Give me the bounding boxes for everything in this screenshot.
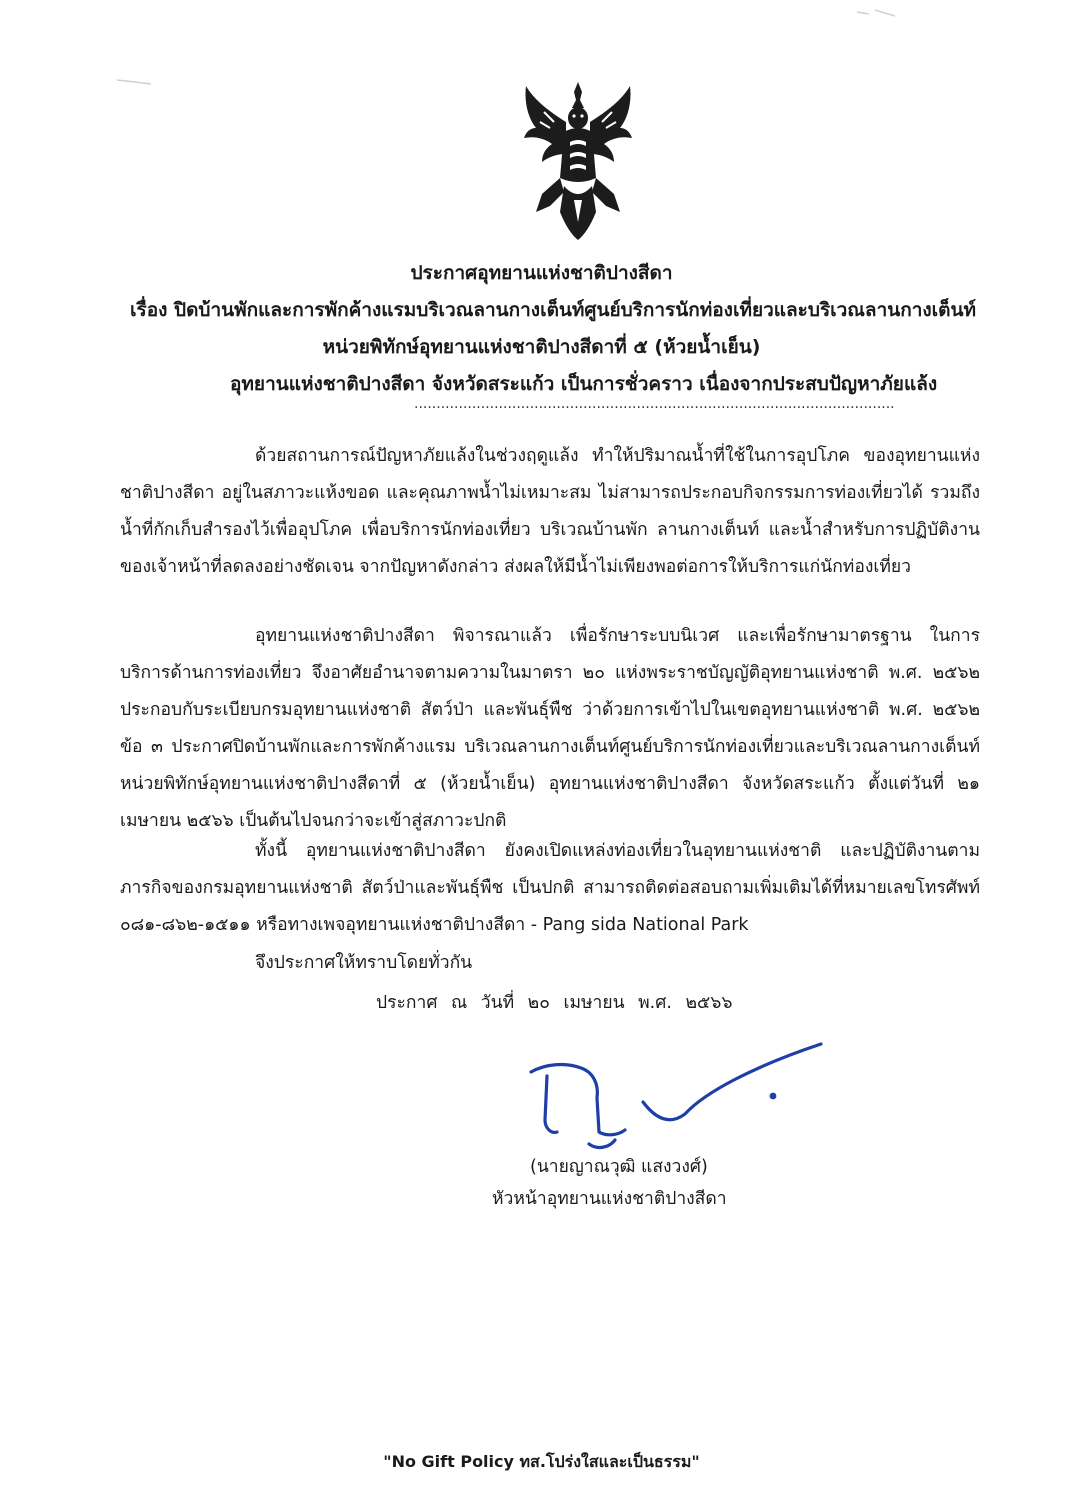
- announcement-title: ประกาศอุทยานแห่งชาติปางสีดา: [410, 262, 673, 284]
- announcement-date: ประกาศ ณ วันที่ ๒๐ เมษายน พ.ศ. ๒๕๖๖: [376, 993, 733, 1013]
- subject-line-3: อุทยานแห่งชาติปางสีดา จังหวัดสระแก้ว เป็นการชั่วคราว เนื่องจากประสบปัญหาภัยแล้ง: [230, 373, 938, 395]
- scan-mark-top-right: [855, 6, 905, 20]
- paragraph-2-text: อุทยานแห่งชาติปางสีดา พิจารณาแล้ว เพื่อรักษาระบบนิเวศ และเพื่อรักษามาตรฐาน ในการบริการด้านการท่องเที่ยว จึงอาศัยอำนาจตามความในมาตรา ๒๐ แห่งพระราชบัญญัติอุทยานแห่งชาติ พ.ศ. ๒๕๖๒ ประกอบกับระเบียบกรมอุทยานแห่งชาติ สัตว์ป่า และพันธุ์พืช ว่าด้วยการเข้าไปในเขตอุทยานแห่งชาติ พ.ศ. ๒๕๖๒ ข้อ ๓ ประกาศปิดบ้านพักและการพักค้างแรม บริเวณลานกางเต็นท์ศูนย์บริการนักท่องเที่ยวและบริเวณลานกางเต็นท์หน่วยพิทักษ์อุทยานแห่งชาติปางสีดาที่ ๕ (ห้วยน้ำเย็น) อุทยานแห่งชาติปางสีดา จังหวัดสระแก้ว ตั้งแต่วันที่ ๒๑ เมษายน ๒๕๖๖ เป็นต้นไปจนกว่าจะเข้าสู่สภาวะปกติ: [120, 626, 980, 831]
- paragraph-3-text: ทั้งนี้ อุทยานแห่งชาติปางสีดา ยังคงเปิดแหล่งท่องเที่ยวในอุทยานแห่งชาติ และปฏิบัติงานตามภารกิจของกรมอุทยานแห่งชาติ สัตว์ป่าและพันธุ์พืช เป็นปกติ สามารถติดต่อสอบถามเพิ่มเติมได้ที่หมายเลขโทรศัพท์ ๐๘๑-๘๖๒-๑๕๑๑ หรือทางเพจอุทยานแห่งชาติปางสีดา - Pang sida National Park: [120, 841, 980, 935]
- paragraph-3: [120, 833, 980, 944]
- closing-statement: จึงประกาศให้ทราบโดยทั่วกัน: [255, 953, 473, 973]
- paragraph-1-text: ด้วยสถานการณ์ปัญหาภัยแล้งในช่วงฤดูแล้ง ทำให้ปริมาณน้ำที่ใช้ในการอุปโภค ของอุทยานแห่งชาติปางสีดา อยู่ในสภาวะแห้งขอด และคุณภาพน้ำไม่เหมาะสม ไม่สามารถประกอบกิจกรรมการท่องเที่ยวได้ รวมถึงน้ำที่กักเก็บสำรองไว้เพื่ออุปโภค เพื่อบริการนักท่องเที่ยว บริเวณบ้านพัก ลานกางเต็นท์ และน้ำสำหรับการปฏิบัติงานของเจ้าหน้าที่ลดลงอย่างชัดเจน จากปัญหาดังกล่าว ส่งผลให้มีน้ำไม่เพียงพอต่อการให้บริการแก่นักท่องเที่ยว: [120, 446, 980, 577]
- signer-name: (นายญาณวุฒิ แสงวงศ์): [530, 1157, 708, 1177]
- signer-position: หัวหน้าอุทยานแห่งชาติปางสีดา: [492, 1189, 727, 1209]
- separator-dotted-line: ............................................................................................................: [414, 396, 895, 412]
- footer-policy: "No Gift Policy ทส.โปร่งใสและเป็นธรรม": [383, 1452, 700, 1471]
- paragraph-2: [120, 618, 980, 840]
- garuda-emblem-icon: [520, 82, 636, 240]
- handwritten-signature: [525, 1036, 825, 1156]
- subject-line-1: เรื่อง ปิดบ้านพักและการพักค้างแรมบริเวณลานกางเต็นท์ศูนย์บริการนักท่องเที่ยวและบริเวณลานกางเต็นท์: [130, 299, 977, 321]
- paragraph-1: [120, 438, 980, 586]
- scan-mark-left: [115, 76, 155, 88]
- subject-line-2: หน่วยพิทักษ์อุทยานแห่งชาติปางสีดาที่ ๕ (ห้วยน้ำเย็น): [322, 336, 761, 358]
